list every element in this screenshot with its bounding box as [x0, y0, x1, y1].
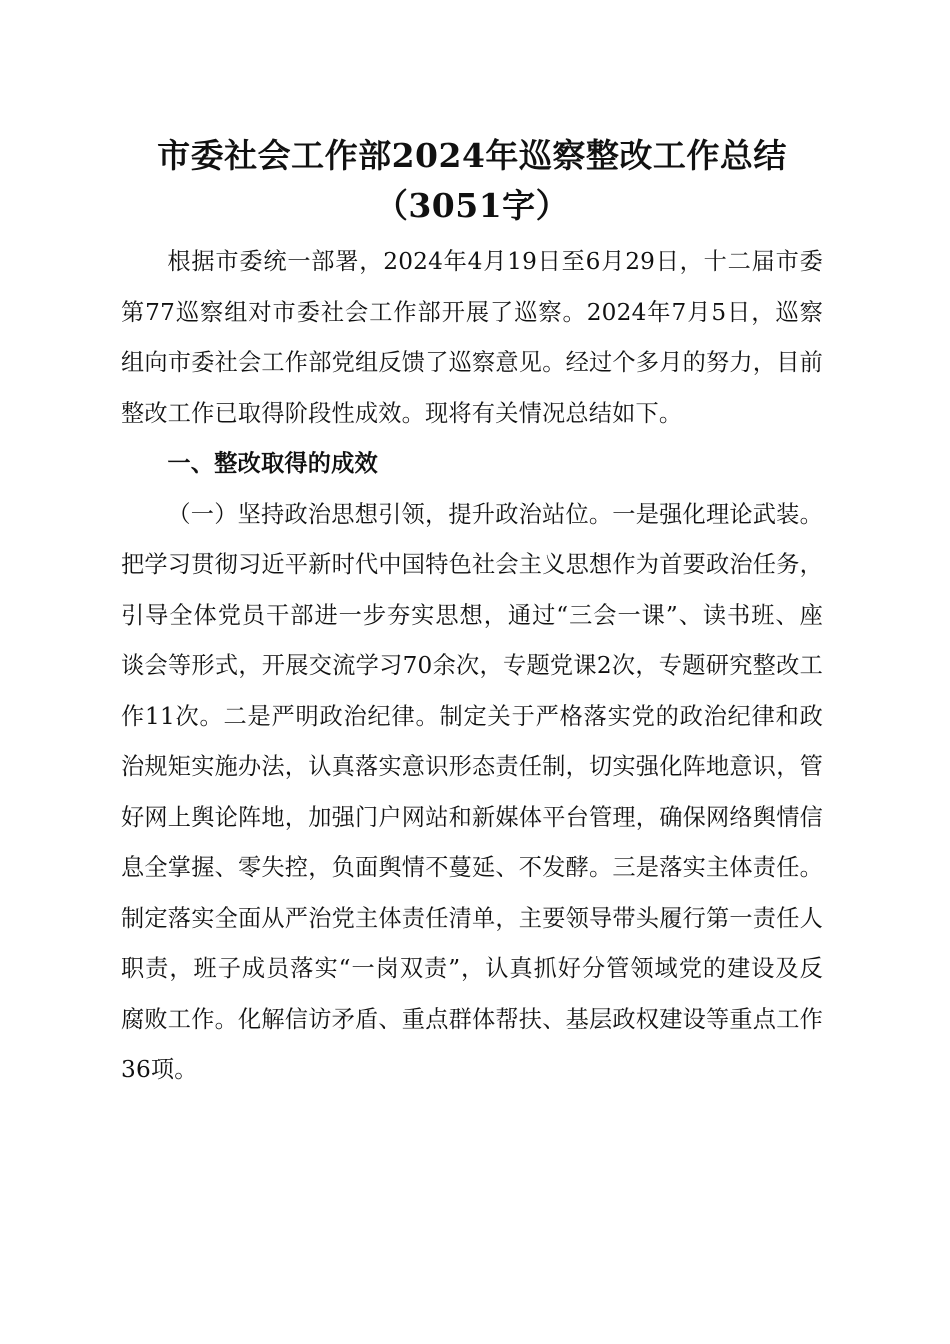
document-subtitle: （3051字）: [374, 186, 570, 225]
body-paragraph: （一）坚持政治思想引领，提升政治站位。一是强化理论武装。把学习贯彻习近平新时代中国特色社会主义思想作为首要政治任务，引导全体党员干部进一步夯实思想，通过“三会一课”、读书班、座谈会等形式，开展交流学习70余次，专题党课2次，专题研究整改工作11次。二是严明政治纪律。制定关于严格落实党的政治纪律和政治规矩实施办法，认真落实意识形态责任制，切实强化阵地意识，管好网上舆论阵地，加强门户网站和新媒体平台管理，确保网络舆情信息全掌握、零失控，负面舆情不蔓延、不发酵。三是落实主体责任。制定落实全面从严治党主体责任清单，主要领导带头履行第一责任人职责，班子成员落实“一岗双责”，认真抓好分管领域党的建设及反腐败工作。化解信访矛盾、重点群体帮扶、基层政权建设等重点工作36项。: [121, 500, 823, 1083]
document-body: [121, 132, 823, 1096]
document-title: 市委社会工作部2024年巡察整改工作总结: [157, 136, 787, 175]
section-heading: 一、整改取得的成效: [167, 450, 378, 477]
intro-paragraph: 根据市委统一部署，2024年4月19日至6月29日，十二届市委第77巡察组对市委社会工作部开展了巡察。2024年7月5日，巡察组向市委社会工作部党组反馈了巡察意见。经过个多月的努力，目前整改工作已取得阶段性成效。现将有关情况总结如下。: [121, 248, 823, 427]
